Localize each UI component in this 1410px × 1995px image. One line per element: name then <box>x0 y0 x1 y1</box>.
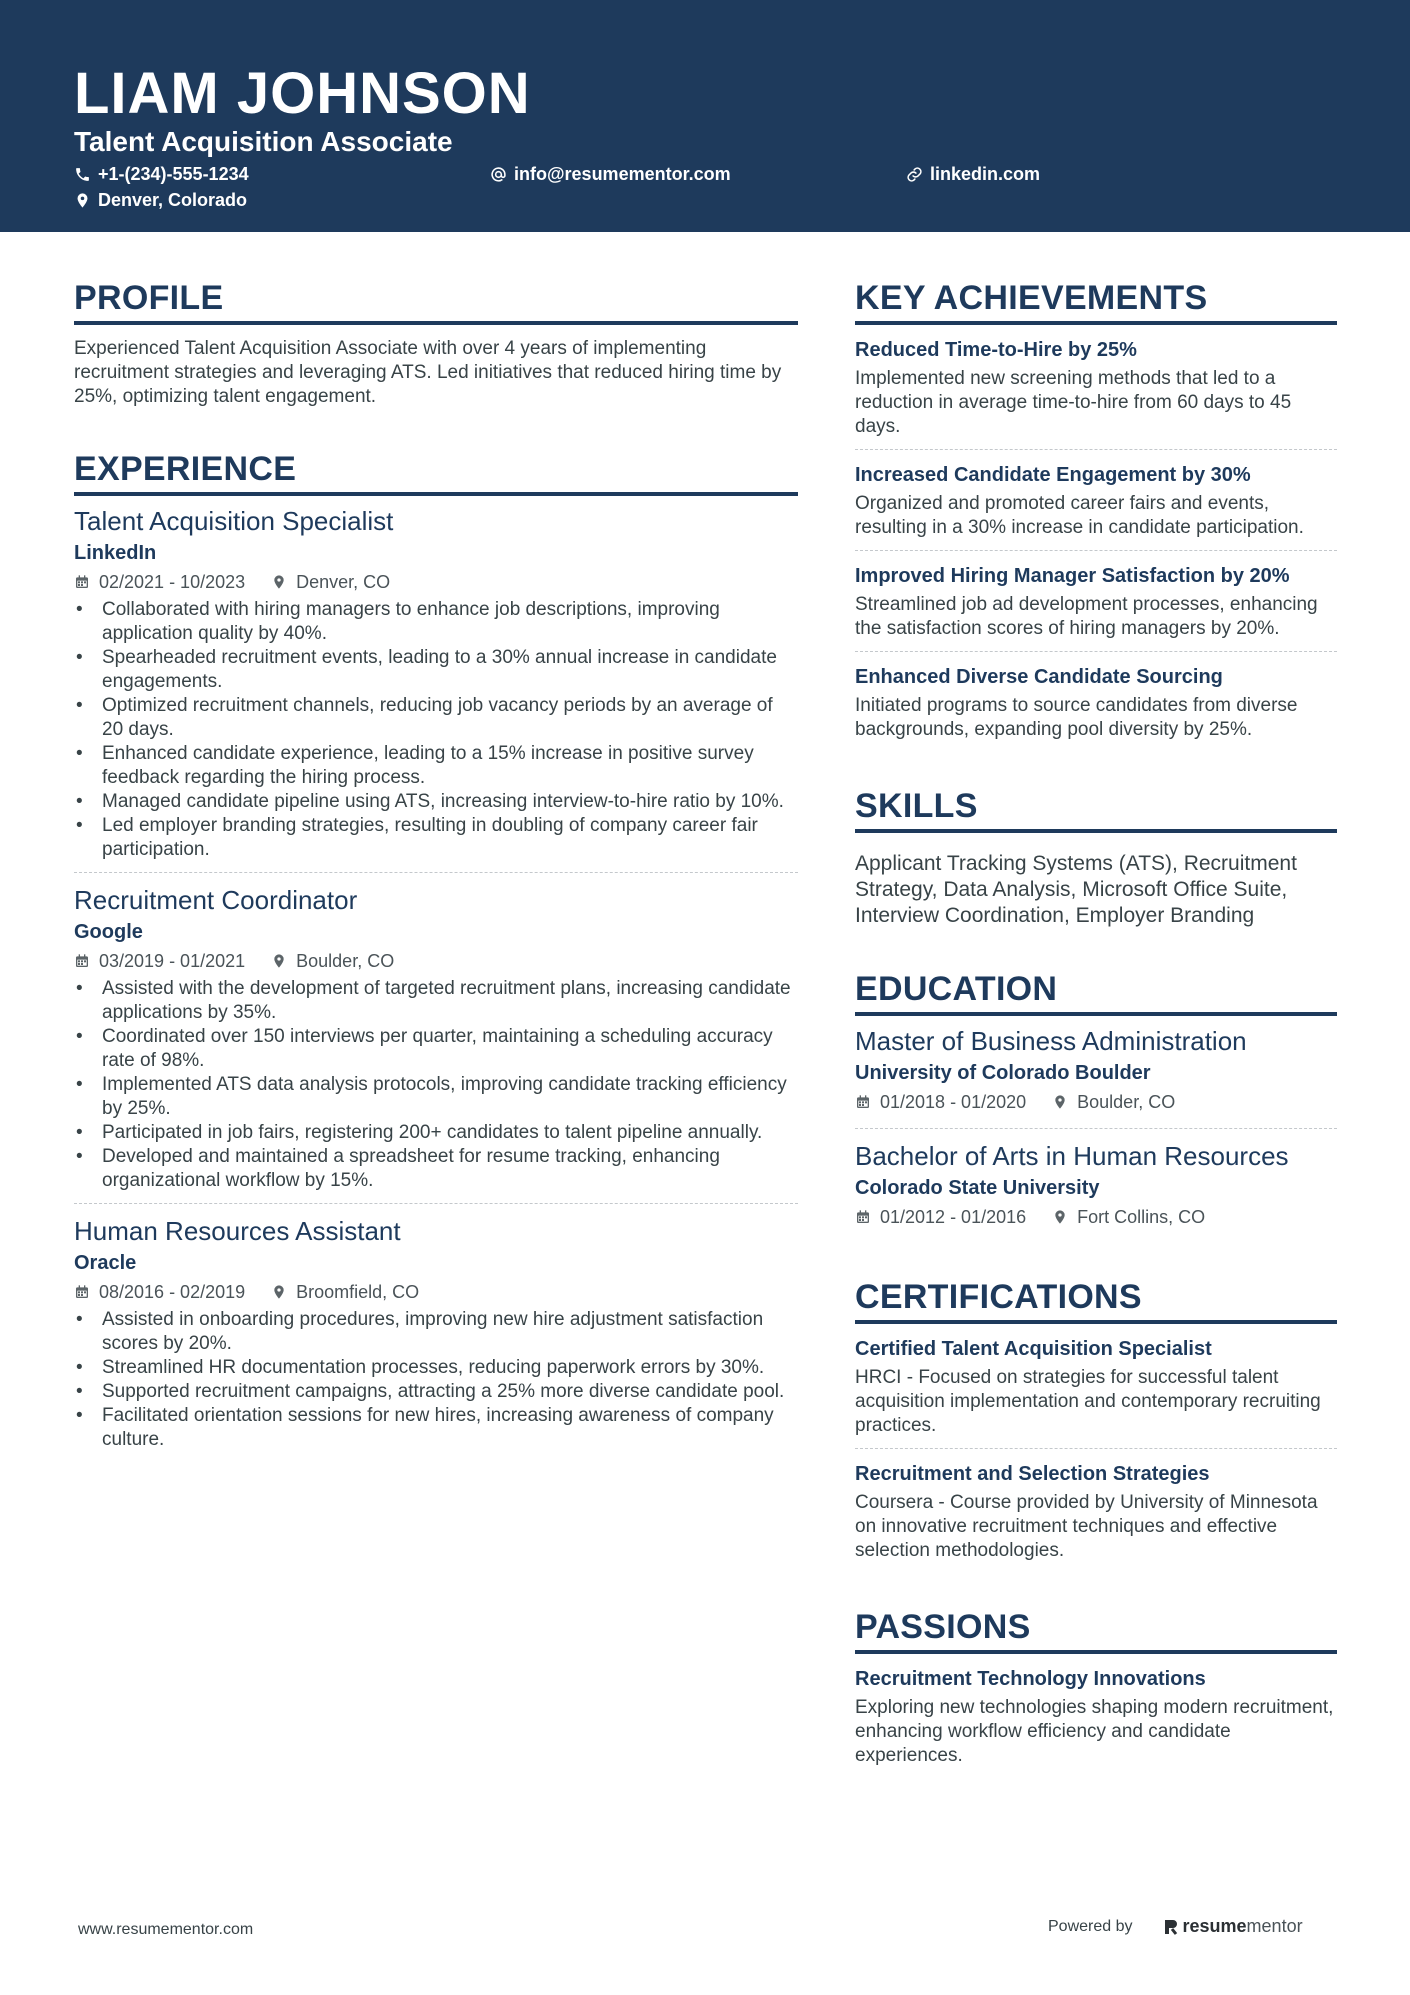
job-role: Talent Acquisition Specialist <box>74 506 394 536</box>
achievement-item <box>855 563 1337 652</box>
bullet-item: • Optimized recruitment channels, reducing job vacancy periods by an average of 20 days. <box>74 694 798 742</box>
certification-item <box>855 1461 1337 1573</box>
education-location-text: Boulder, CO <box>1077 1092 1176 1112</box>
job-dates: 03/2019 - 01/2021 <box>99 951 246 971</box>
achievements-section <box>855 278 1337 752</box>
bullet-item: • Collaborated with hiring managers to enhance job descriptions, improving application quality by 40%. <box>74 598 798 646</box>
calendar-icon <box>855 1094 871 1110</box>
achievement-text: Streamlined job ad development processes, enhancing the satisfaction scores of hiring managers by 20%. <box>855 594 1318 639</box>
location-pin-icon <box>1052 1209 1068 1225</box>
job-dates: 02/2021 - 10/2023 <box>99 572 246 592</box>
job-meta <box>74 949 798 973</box>
calendar-icon <box>855 1209 871 1225</box>
job-location <box>271 1280 419 1304</box>
certification-text: Coursera - Course provided by University of Minnesota on innovative recruitment techniques and effective selection methodologies. <box>855 1492 1318 1561</box>
education-meta <box>855 1090 1337 1114</box>
profile-heading: PROFILE <box>74 278 798 325</box>
job-meta <box>74 570 798 594</box>
job-company: Oracle <box>74 1252 137 1274</box>
bullet-item: • Developed and maintained a spreadsheet for resume tracking, enhancing organizational workflow by 15%. <box>74 1145 798 1193</box>
email-text: info@resumementor.com <box>514 164 731 184</box>
achievement-item <box>855 664 1337 752</box>
candidate-name: LIAM JOHNSON <box>74 61 531 126</box>
job-bullets <box>74 977 798 1193</box>
certifications-heading: CERTIFICATIONS <box>855 1277 1337 1324</box>
bullet-item: • Implemented ATS data analysis protocols, improving candidate tracking efficiency by 25%. <box>74 1073 798 1121</box>
footer-site-link[interactable]: www.resumementor.com <box>78 1921 254 1938</box>
education-school: University of Colorado Boulder <box>855 1062 1151 1084</box>
education-dates: 01/2018 - 01/2020 <box>880 1092 1027 1112</box>
phone-text: +1-(234)-555-1234 <box>98 164 249 184</box>
resume-header <box>0 0 1410 232</box>
bullet-item: • Coordinated over 150 interviews per quarter, maintaining a scheduling accuracy rate of 98%. <box>74 1025 798 1073</box>
brand-name-bold: resume <box>1182 1916 1247 1936</box>
location-pin-icon <box>271 953 287 969</box>
job-location <box>271 949 394 973</box>
achievement-text: Organized and promoted career fairs and events, resulting in a 30% increase in candidate participation. <box>855 493 1304 538</box>
achievement-text: Initiated programs to source candidates from diverse backgrounds, expanding pool diversity by 25%. <box>855 695 1298 740</box>
job-bullets <box>74 1308 798 1452</box>
calendar-icon <box>74 953 90 969</box>
passions-heading: PASSIONS <box>855 1607 1337 1654</box>
education-degree: Bachelor of Arts in Human Resources <box>855 1141 1289 1171</box>
link-text: linkedin.com <box>930 164 1041 184</box>
skills-section <box>855 786 1337 929</box>
passions-section <box>855 1607 1337 1778</box>
job-entry <box>74 883 798 1204</box>
education-meta <box>855 1205 1337 1229</box>
achievement-title: Enhanced Diverse Candidate Sourcing <box>855 666 1223 688</box>
education-location-text: Fort Collins, CO <box>1077 1207 1206 1227</box>
job-entry <box>74 504 798 873</box>
job-role: Human Resources Assistant <box>74 1216 401 1246</box>
job-bullets <box>74 598 798 862</box>
location-text: Denver, Colorado <box>98 190 248 210</box>
skills-text: Applicant Tracking Systems (ATS), Recruitment Strategy, Data Analysis, Microsoft Office Suite, Interview Coordination, Employer Branding <box>855 852 1297 927</box>
contact-email[interactable] <box>490 162 731 186</box>
right-column <box>855 278 1337 1812</box>
achievement-title: Improved Hiring Manager Satisfaction by 20% <box>855 565 1290 587</box>
profile-text: Experienced Talent Acquisition Associate with over 4 years of implementing recruitment strategies and leveraging ATS. Led initiatives that reduced hiring time by 25%, optimizing talent engagement. <box>74 338 782 407</box>
calendar-icon <box>74 574 90 590</box>
job-location <box>271 570 390 594</box>
passion-title: Recruitment Technology Innovations <box>855 1668 1206 1690</box>
footer-powered-by <box>1048 1916 1303 1937</box>
bullet-item: • Led employer branding strategies, resulting in doubling of company career fair participation. <box>74 814 798 862</box>
left-column <box>74 278 798 1496</box>
achievement-title: Reduced Time-to-Hire by 25% <box>855 339 1137 361</box>
candidate-title: Talent Acquisition Associate <box>74 126 453 157</box>
achievements-heading: KEY ACHIEVEMENTS <box>855 278 1337 325</box>
certification-item <box>855 1336 1337 1449</box>
job-company: Google <box>74 921 143 943</box>
location-pin-icon <box>271 574 287 590</box>
brand-logo[interactable] <box>1163 1916 1303 1937</box>
contact-location <box>74 188 247 212</box>
powered-by-label: Powered by <box>1048 1917 1133 1935</box>
certification-title: Certified Talent Acquisition Specialist <box>855 1338 1212 1360</box>
job-company: LinkedIn <box>74 542 157 564</box>
education-heading: EDUCATION <box>855 969 1337 1016</box>
achievement-item <box>855 462 1337 551</box>
location-pin-icon <box>74 192 91 209</box>
bullet-item: • Streamlined HR documentation processes, reducing paperwork errors by 30%. <box>74 1356 798 1380</box>
achievement-text: Implemented new screening methods that led to a reduction in average time-to-hire from 60 days to 45 days. <box>855 368 1292 437</box>
bullet-item: • Supported recruitment campaigns, attracting a 25% more diverse candidate pool. <box>74 1380 798 1404</box>
passion-text: Exploring new technologies shaping modern recruitment, enhancing workflow efficiency and candidate experiences. <box>855 1697 1334 1766</box>
education-entry <box>855 1139 1337 1243</box>
bullet-item: • Assisted with the development of targeted recruitment plans, increasing candidate applications by 35%. <box>74 977 798 1025</box>
education-section <box>855 969 1337 1243</box>
education-dates: 01/2012 - 01/2016 <box>880 1207 1027 1227</box>
bullet-item: • Spearheaded recruitment events, leading to a 30% annual increase in candidate engagements. <box>74 646 798 694</box>
certification-title: Recruitment and Selection Strategies <box>855 1463 1210 1485</box>
job-meta <box>74 1280 798 1304</box>
link-icon <box>906 166 923 183</box>
education-entry <box>855 1024 1337 1129</box>
education-location <box>1052 1090 1175 1114</box>
job-location-text: Broomfield, CO <box>296 1282 420 1302</box>
bullet-item: • Enhanced candidate experience, leading to a 15% increase in positive survey feedback regarding the hiring process. <box>74 742 798 790</box>
at-icon <box>490 166 507 183</box>
calendar-icon <box>74 1284 90 1300</box>
passion-item <box>855 1666 1337 1778</box>
bullet-item: • Facilitated orientation sessions for new hires, increasing awareness of company culture. <box>74 1404 798 1452</box>
contact-phone[interactable] <box>74 162 249 186</box>
job-location-text: Boulder, CO <box>296 951 395 971</box>
education-location <box>1052 1205 1205 1229</box>
phone-icon <box>74 166 91 183</box>
experience-section <box>74 449 798 1462</box>
contact-link[interactable] <box>906 162 1040 186</box>
job-dates: 08/2016 - 02/2019 <box>99 1282 246 1302</box>
bullet-item: • Assisted in onboarding procedures, improving new hire adjustment satisfaction scores by 20%. <box>74 1308 798 1356</box>
profile-section <box>74 278 798 409</box>
certification-text: HRCI - Focused on strategies for successful talent acquisition implementation and contemporary recruiting practices. <box>855 1367 1321 1436</box>
job-entry <box>74 1214 798 1462</box>
skills-heading: SKILLS <box>855 786 1337 833</box>
achievement-title: Increased Candidate Engagement by 30% <box>855 464 1251 486</box>
bullet-item: • Participated in job fairs, registering 200+ candidates to talent pipeline annually. <box>74 1121 798 1145</box>
education-degree: Master of Business Administration <box>855 1026 1247 1056</box>
job-role: Recruitment Coordinator <box>74 885 358 915</box>
bullet-item: • Managed candidate pipeline using ATS, increasing interview-to-hire ratio by 10%. <box>74 790 798 814</box>
job-location-text: Denver, CO <box>296 572 391 592</box>
experience-heading: EXPERIENCE <box>74 449 798 496</box>
achievement-item <box>855 337 1337 450</box>
brand-mark-icon <box>1163 1918 1179 1936</box>
location-pin-icon <box>1052 1094 1068 1110</box>
education-school: Colorado State University <box>855 1177 1100 1199</box>
brand-name-light: mentor <box>1246 1916 1303 1936</box>
certifications-section <box>855 1277 1337 1573</box>
location-pin-icon <box>271 1284 287 1300</box>
